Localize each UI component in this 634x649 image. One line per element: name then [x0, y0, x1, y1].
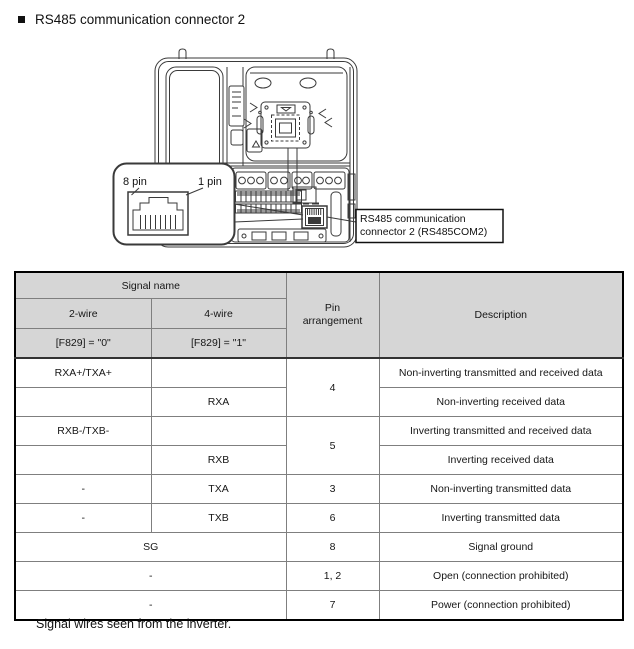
cell-description: Inverting received data: [379, 446, 623, 475]
connector-label-line2: connector 2 (RS485COM2): [360, 226, 488, 238]
inverter-line-art: [0, 46, 634, 260]
table-row: [15, 504, 623, 533]
vent-hole-left: [255, 78, 271, 88]
table-row: [15, 358, 623, 388]
cell-description: Inverting transmitted data: [379, 504, 623, 533]
table-row: [15, 417, 623, 446]
cell-4wire-diagonal: [151, 358, 286, 388]
cell-pin: 8: [286, 533, 379, 562]
cell-4wire: TXB: [151, 504, 286, 533]
connector-label-line1: RS485 communication: [360, 213, 466, 225]
cell-signal: -: [15, 562, 286, 591]
cell-pin: 7: [286, 591, 379, 621]
header-pin-line2: arrangement: [302, 315, 363, 327]
pin1-label: 1 pin: [198, 176, 222, 188]
cell-4wire: TXA: [151, 475, 286, 504]
cell-pin: 6: [286, 504, 379, 533]
cell-2wire-diagonal: [15, 388, 151, 417]
header-2wire: 2-wire: [15, 299, 151, 329]
square-bullet-icon: [18, 16, 25, 23]
cell-pin: 4: [286, 358, 379, 417]
cell-2wire: RXB-/TXB-: [15, 417, 151, 446]
header-4wire-param: [F829] = "1": [151, 329, 286, 359]
table-row: [15, 562, 623, 591]
cell-2wire: -: [15, 475, 151, 504]
cell-2wire-diagonal: [15, 446, 151, 475]
cell-4wire-diagonal: [151, 417, 286, 446]
table-row: [15, 591, 623, 621]
page-title: RS485 communication connector 2: [35, 12, 246, 27]
header-description: Description: [379, 272, 623, 358]
chevron-icon: [244, 119, 251, 128]
cell-pin: 3: [286, 475, 379, 504]
cell-4wire: RXB: [151, 446, 286, 475]
cell-signal: SG: [15, 533, 286, 562]
section-title-row: [18, 12, 245, 27]
cell-description: Non-inverting received data: [379, 388, 623, 417]
cell-description: Signal ground: [379, 533, 623, 562]
chevron-icon: [250, 103, 257, 112]
cell-signal: -: [15, 591, 286, 621]
table-row: [15, 533, 623, 562]
footnote: Signal wires seen from the inverter.: [36, 617, 232, 631]
inverter-diagram: [0, 46, 634, 260]
cell-pin: 5: [286, 417, 379, 475]
chevron-icon: [325, 118, 332, 127]
header-4wire: 4-wire: [151, 299, 286, 329]
cell-4wire: RXA: [151, 388, 286, 417]
cell-description: Non-inverting transmitted and received data: [379, 358, 623, 388]
cell-2wire: -: [15, 504, 151, 533]
cell-description: Open (connection prohibited): [379, 562, 623, 591]
header-signal-name: Signal name: [15, 272, 286, 299]
chevron-icon: [319, 109, 326, 118]
pin8-label: 8 pin: [123, 176, 147, 188]
cell-description: Non-inverting transmitted data: [379, 475, 623, 504]
cell-description: Inverting transmitted and received data: [379, 417, 623, 446]
cell-description: Power (connection prohibited): [379, 591, 623, 621]
header-pin-arrangement: [286, 272, 379, 358]
cell-pin: 1, 2: [286, 562, 379, 591]
table-row: [15, 475, 623, 504]
vent-hole-right: [300, 78, 316, 88]
header-2wire-param: [F829] = "0": [15, 329, 151, 359]
signal-table: [14, 271, 624, 621]
header-pin-line1: Pin: [324, 302, 341, 314]
cell-2wire: RXA+/TXA+: [15, 358, 151, 388]
